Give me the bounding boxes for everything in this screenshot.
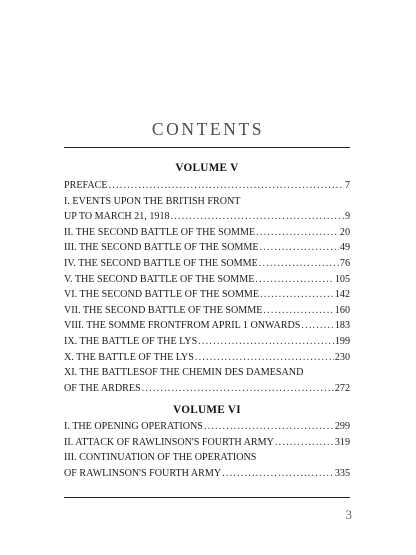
dot-leader [171, 209, 344, 225]
toc-entry-continued [64, 194, 350, 210]
toc-entry-page: 335 [334, 467, 350, 479]
toc-entry [64, 178, 350, 194]
toc-entry-title: VII. THE SECOND BATTLE OF THE SOMME [64, 304, 263, 316]
toc-entry-page: 272 [334, 382, 350, 394]
toc-entry [64, 303, 350, 319]
dot-leader [260, 240, 339, 256]
dot-leader [275, 435, 334, 451]
toc-entry-page: 183 [334, 320, 350, 332]
toc-entry-title: II. THE SECOND BATTLE OF THE SOMME [64, 226, 256, 238]
dot-leader [195, 350, 334, 366]
bottom-rule [64, 497, 350, 498]
toc-entry-title: IX. THE BATTLE OF THE LYS [64, 335, 198, 347]
dot-leader [259, 256, 339, 272]
toc-entry-page: 49 [339, 242, 350, 254]
dot-leader [204, 419, 334, 435]
volume-v-heading: VOLUME V [175, 162, 239, 174]
toc-entry-page: 142 [334, 289, 350, 301]
toc-entry [64, 209, 350, 225]
toc-entry-page: 9 [344, 211, 350, 223]
toc-entry-title: III. THE SECOND BATTLE OF THE SOMME [64, 242, 259, 254]
toc-entry [64, 466, 350, 482]
toc-entry-title: OF THE ARDRES [64, 382, 141, 394]
volume-v-toc [64, 178, 350, 396]
toc-entry-page: 160 [334, 304, 350, 316]
toc-entry-title: I. THE OPENING OPERATIONS [64, 421, 203, 432]
dot-leader [260, 287, 334, 303]
dot-leader [198, 334, 334, 350]
toc-entry-page: 319 [334, 436, 350, 448]
dot-leader [109, 178, 344, 194]
toc-entry [64, 272, 350, 288]
toc-entry [64, 318, 350, 334]
toc-entry-title: OF RAWLINSON'S FOURTH ARMY [64, 467, 222, 479]
dot-leader [222, 466, 334, 482]
toc-entry [64, 350, 350, 366]
dot-leader [142, 381, 334, 397]
toc-entry-title: III. CONTINUATION OF THE OPERATIONS [64, 452, 257, 464]
toc-entry-page: 199 [334, 335, 350, 347]
toc-entry [64, 287, 350, 303]
toc-entry [64, 419, 350, 435]
dot-leader [263, 303, 333, 319]
toc-entry-title: IV. THE SECOND BATTLE OF THE SOMME [64, 257, 258, 269]
toc-entry-continued [64, 450, 350, 466]
volume-vi-heading: VOLUME VI [173, 404, 241, 416]
page-number: 3 [345, 507, 352, 522]
toc-entry-title: PREFACE [64, 180, 108, 191]
toc-entry-title: I. EVENTS UPON THE BRITISH FRONT [64, 195, 241, 207]
toc-entry-title: VIII. THE SOMME FRONTFROM APRIL 1 ONWARDS [64, 320, 301, 332]
toc-entry-title: VI. THE SECOND BATTLE OF THE SOMME [64, 289, 260, 301]
toc-entry-page: 76 [339, 257, 350, 269]
volume-vi-toc [64, 419, 350, 481]
dot-leader [255, 272, 333, 288]
toc-entry-page: 299 [334, 421, 350, 432]
toc-entry-title: UP TO MARCH 21, 1918 [64, 211, 170, 223]
toc-entry-page: 7 [344, 180, 350, 191]
toc-entry [64, 256, 350, 272]
toc-entry-page: 105 [334, 273, 350, 285]
dot-leader [256, 225, 339, 241]
dot-leader [301, 318, 333, 334]
toc-entry [64, 240, 350, 256]
toc-entry-continued [64, 365, 350, 381]
toc-entry [64, 381, 350, 397]
top-rule [64, 147, 350, 148]
toc-entry-page: 230 [334, 351, 350, 363]
toc-entry [64, 225, 350, 241]
toc-entry [64, 334, 350, 350]
toc-entry [64, 435, 350, 451]
toc-entry-page: 20 [339, 226, 350, 238]
page-title: CONTENTS [151, 119, 265, 139]
toc-entry-title: V. THE SECOND BATTLE OF THE SOMME [64, 273, 255, 285]
toc-entry-title: X. THE BATTLE OF THE LYS [64, 351, 194, 363]
toc-entry-title: XI. THE BATTLESOF THE CHEMIN DES DAMESAND [64, 367, 304, 379]
toc-entry-title: II. ATTACK OF RAWLINSON'S FOURTH ARMY [64, 436, 274, 448]
